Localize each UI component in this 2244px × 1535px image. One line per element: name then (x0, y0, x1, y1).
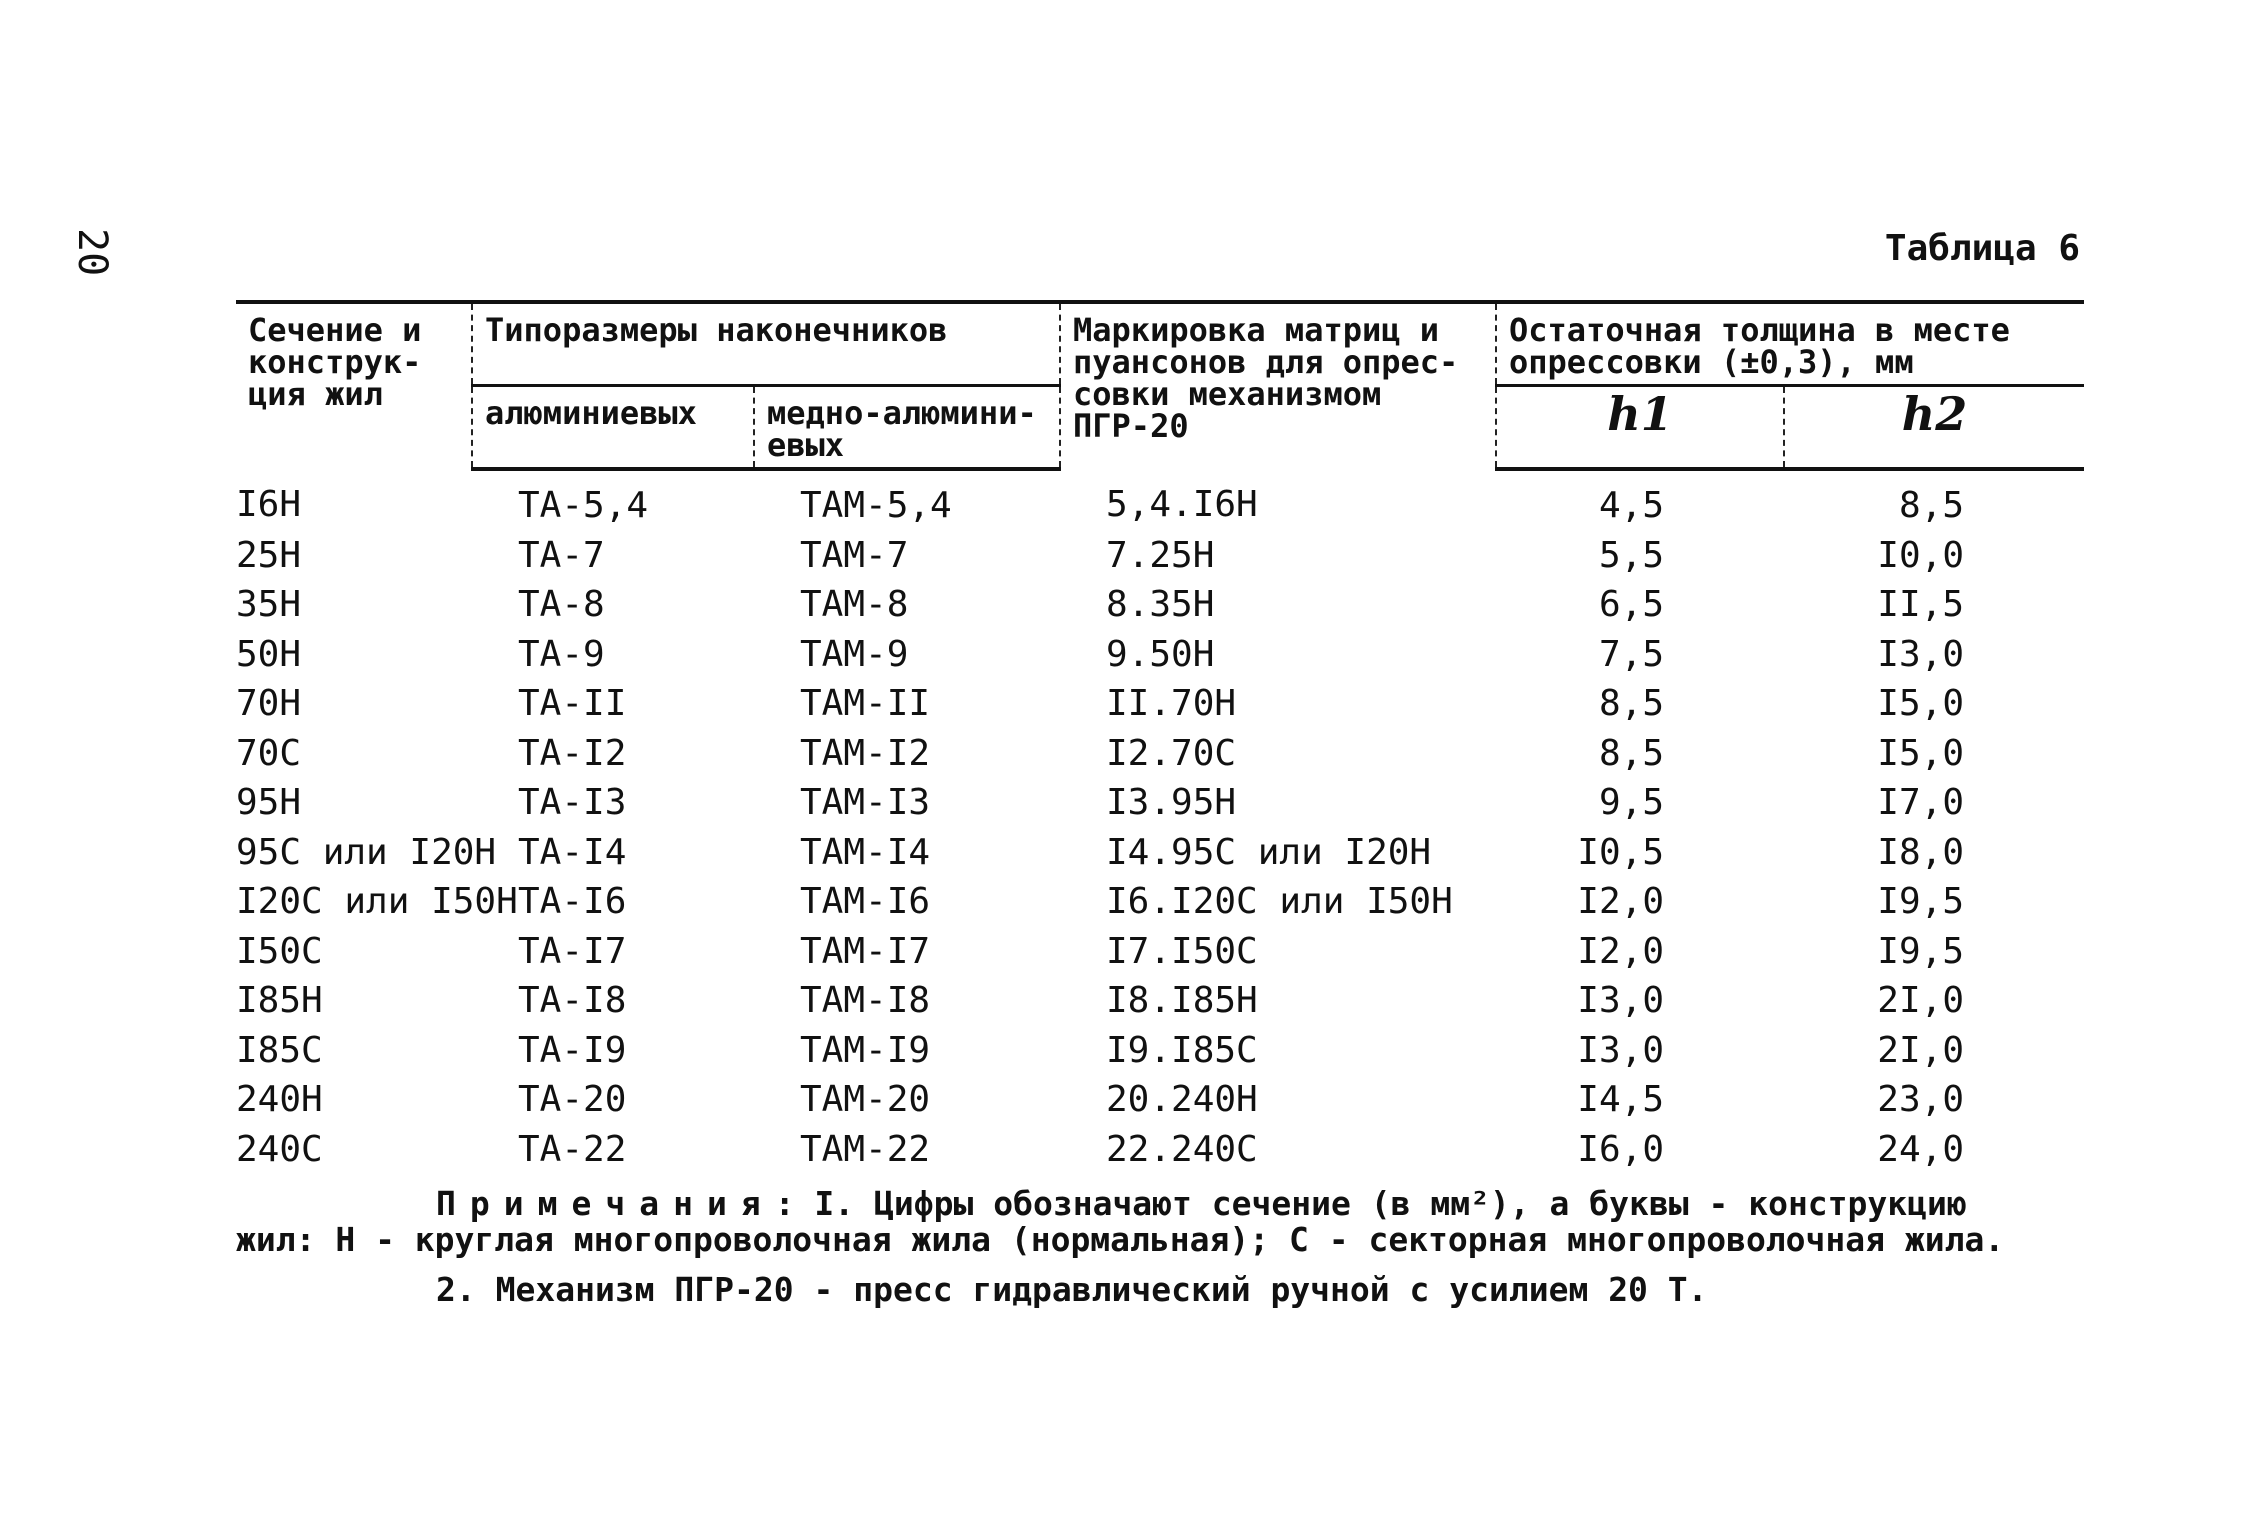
cell-aluminium-lug: ТА-20 (518, 1079, 627, 1120)
cell-aluminium-lug: ТА-I3 (518, 782, 627, 823)
table-row (236, 828, 2084, 878)
cell-aluminium-lug: ТА-7 (518, 534, 605, 576)
cell-die-marking: 8.35H (1106, 584, 1215, 625)
table-row (236, 976, 2084, 1026)
cell-h2: I5,0 (1877, 683, 1964, 724)
header-aluminium: алюминиевых (472, 386, 754, 470)
table-row (236, 630, 2084, 680)
cell-h2: 2I,0 (1877, 1029, 1964, 1071)
cell-aluminium-lug: ТА-5,4 (518, 485, 649, 526)
cell-h2: I7,0 (1877, 782, 1964, 823)
data-table-container (236, 300, 2084, 1174)
table-row (236, 729, 2084, 779)
table-row (236, 877, 2084, 927)
cell-die-marking: 9.50H (1106, 633, 1215, 675)
cell-die-marking: 20.240H (1106, 1079, 1258, 1120)
cell-copper-aluminium-lug: ТАМ-I7 (800, 930, 931, 972)
cell-copper-aluminium-lug: ТАМ-8 (800, 584, 909, 625)
cell-h2: II,5 (1877, 584, 1964, 625)
cell-aluminium-lug: ТА-I9 (518, 1029, 627, 1071)
terminal-crimping-table (236, 300, 2084, 1174)
cell-die-marking: I6.I20C или I50H (1106, 881, 1453, 922)
cell-h1: I2,0 (1577, 881, 1664, 922)
cell-h2: I5,0 (1877, 732, 1964, 774)
note-1-line-1 (236, 1186, 2136, 1222)
cell-section: 25H (236, 534, 302, 576)
cell-aluminium-lug: ТА-I6 (518, 881, 627, 922)
note-1-line-2: жил: Н - круглая многопроволочная жила (нормальная); С - секторная многопроволочная жила. (236, 1220, 2005, 1259)
cell-h1: 8,5 (1598, 683, 1664, 724)
table-row (236, 531, 2084, 581)
cell-copper-aluminium-lug: ТАМ-20 (800, 1079, 931, 1120)
table-row (236, 778, 2084, 828)
cell-h1: I6,0 (1577, 1128, 1664, 1170)
cell-aluminium-lug: ТА-22 (518, 1128, 627, 1170)
cell-die-marking: I4.95C или I20H (1106, 831, 1432, 873)
cell-h1: I3,0 (1577, 1029, 1664, 1071)
cell-section: 95H (236, 782, 302, 823)
cell-h1: 8,5 (1598, 732, 1664, 774)
cell-aluminium-lug: ТА-9 (518, 633, 605, 675)
cell-copper-aluminium-lug: ТАМ-I2 (800, 732, 931, 774)
table-row (236, 1075, 2084, 1125)
header-lug-sizes: Типоразмеры наконечников (472, 302, 1060, 386)
header-section: Сечение и конструк-ция жил (236, 302, 472, 469)
notes (236, 1186, 2136, 1308)
cell-aluminium-lug: ТА-8 (518, 584, 605, 625)
cell-copper-aluminium-lug: ТАМ-9 (800, 633, 909, 675)
cell-section: I50C (236, 930, 323, 972)
note-2: 2. Механизм ПГР-20 - пресс гидравлический ручной с усилием 20 Т. (436, 1270, 1708, 1309)
cell-h1: I4,5 (1577, 1079, 1664, 1120)
cell-aluminium-lug: ТА-I2 (518, 732, 627, 774)
cell-aluminium-lug: ТА-I4 (518, 831, 627, 873)
cell-h1: I2,0 (1577, 930, 1664, 972)
cell-die-marking: 5,4.I6H (1106, 484, 1258, 525)
cell-h1: 4,5 (1598, 485, 1664, 526)
cell-copper-aluminium-lug: ТАМ-22 (800, 1128, 931, 1170)
cell-section: 240C (236, 1128, 323, 1170)
cell-die-marking: I2.70C (1106, 732, 1237, 774)
cell-copper-aluminium-lug: ТАМ-7 (800, 534, 909, 576)
cell-die-marking: I3.95H (1106, 782, 1237, 823)
table-row (236, 679, 2084, 729)
header-copper-aluminium: медно-алюмини-евых (754, 386, 1060, 470)
cell-h1: 7,5 (1598, 633, 1664, 675)
cell-die-marking: I7.I50C (1106, 930, 1258, 972)
cell-section: I6H (236, 484, 302, 525)
note-1-text: : I. Цифры обозначают сечение (в мм²), а буквы - конструкцию (774, 1184, 1967, 1223)
notes-label: Примечания (436, 1184, 775, 1223)
cell-die-marking: 22.240C (1106, 1128, 1258, 1170)
cell-aluminium-lug: ТА-I7 (518, 930, 627, 972)
cell-h1: 5,5 (1598, 534, 1664, 576)
cell-copper-aluminium-lug: ТАМ-I3 (800, 782, 931, 823)
cell-die-marking: I9.I85C (1106, 1029, 1258, 1071)
cell-section: 50H (236, 633, 302, 675)
cell-section: I20C или I50H (236, 881, 518, 922)
cell-copper-aluminium-lug: ТАМ-5,4 (800, 485, 952, 526)
cell-copper-aluminium-lug: ТАМ-I8 (800, 980, 931, 1021)
cell-h2: 8,5 (1898, 485, 1964, 526)
cell-section: 240H (236, 1079, 323, 1120)
cell-section: 70C (236, 732, 302, 774)
cell-h1: 6,5 (1598, 584, 1664, 625)
cell-aluminium-lug: ТА-I8 (518, 980, 627, 1021)
table-row (236, 1125, 2084, 1175)
cell-copper-aluminium-lug: ТАМ-I9 (800, 1029, 931, 1071)
cell-section: 70H (236, 683, 302, 724)
cell-h2: 23,0 (1877, 1079, 1964, 1120)
cell-die-marking: I8.I85H (1106, 980, 1258, 1021)
cell-section: I85C (236, 1029, 323, 1071)
page-number: 20 (69, 228, 115, 277)
header-residual-thickness: Остаточная толщина в месте опрессовки (±0,3), мм (1496, 302, 2084, 386)
table-row (236, 469, 2084, 531)
cell-section: 95C или I20H (236, 831, 497, 873)
cell-h1: I3,0 (1577, 980, 1664, 1021)
cell-die-marking: II.70H (1106, 683, 1237, 724)
header-h2: h2 (1784, 386, 2084, 470)
cell-copper-aluminium-lug: ТАМ-I6 (800, 881, 931, 922)
cell-section: 35H (236, 584, 302, 625)
cell-h2: I9,5 (1877, 881, 1964, 922)
cell-copper-aluminium-lug: ТАМ-II (800, 683, 931, 724)
cell-section: I85H (236, 980, 323, 1021)
cell-copper-aluminium-lug: ТАМ-I4 (800, 831, 931, 873)
table-row (236, 1026, 2084, 1076)
header-die-marking: Маркировка матриц и пуансонов для опрес-совки механизмом ПГР-20 (1060, 302, 1496, 469)
cell-h1: I0,5 (1577, 831, 1664, 873)
table-row (236, 580, 2084, 630)
table-row (236, 927, 2084, 977)
table-caption: Таблица 6 (1884, 228, 2080, 269)
table-body (236, 469, 2084, 1174)
cell-die-marking: 7.25H (1106, 534, 1215, 576)
cell-h2: I0,0 (1877, 534, 1964, 576)
cell-h2: I8,0 (1877, 831, 1964, 873)
cell-h2: I9,5 (1877, 930, 1964, 972)
header-h1: h1 (1496, 386, 1784, 470)
cell-aluminium-lug: ТА-II (518, 683, 627, 724)
cell-h1: 9,5 (1598, 782, 1664, 823)
cell-h2: I3,0 (1877, 633, 1964, 675)
cell-h2: 24,0 (1877, 1128, 1964, 1170)
cell-h2: 2I,0 (1877, 980, 1964, 1021)
